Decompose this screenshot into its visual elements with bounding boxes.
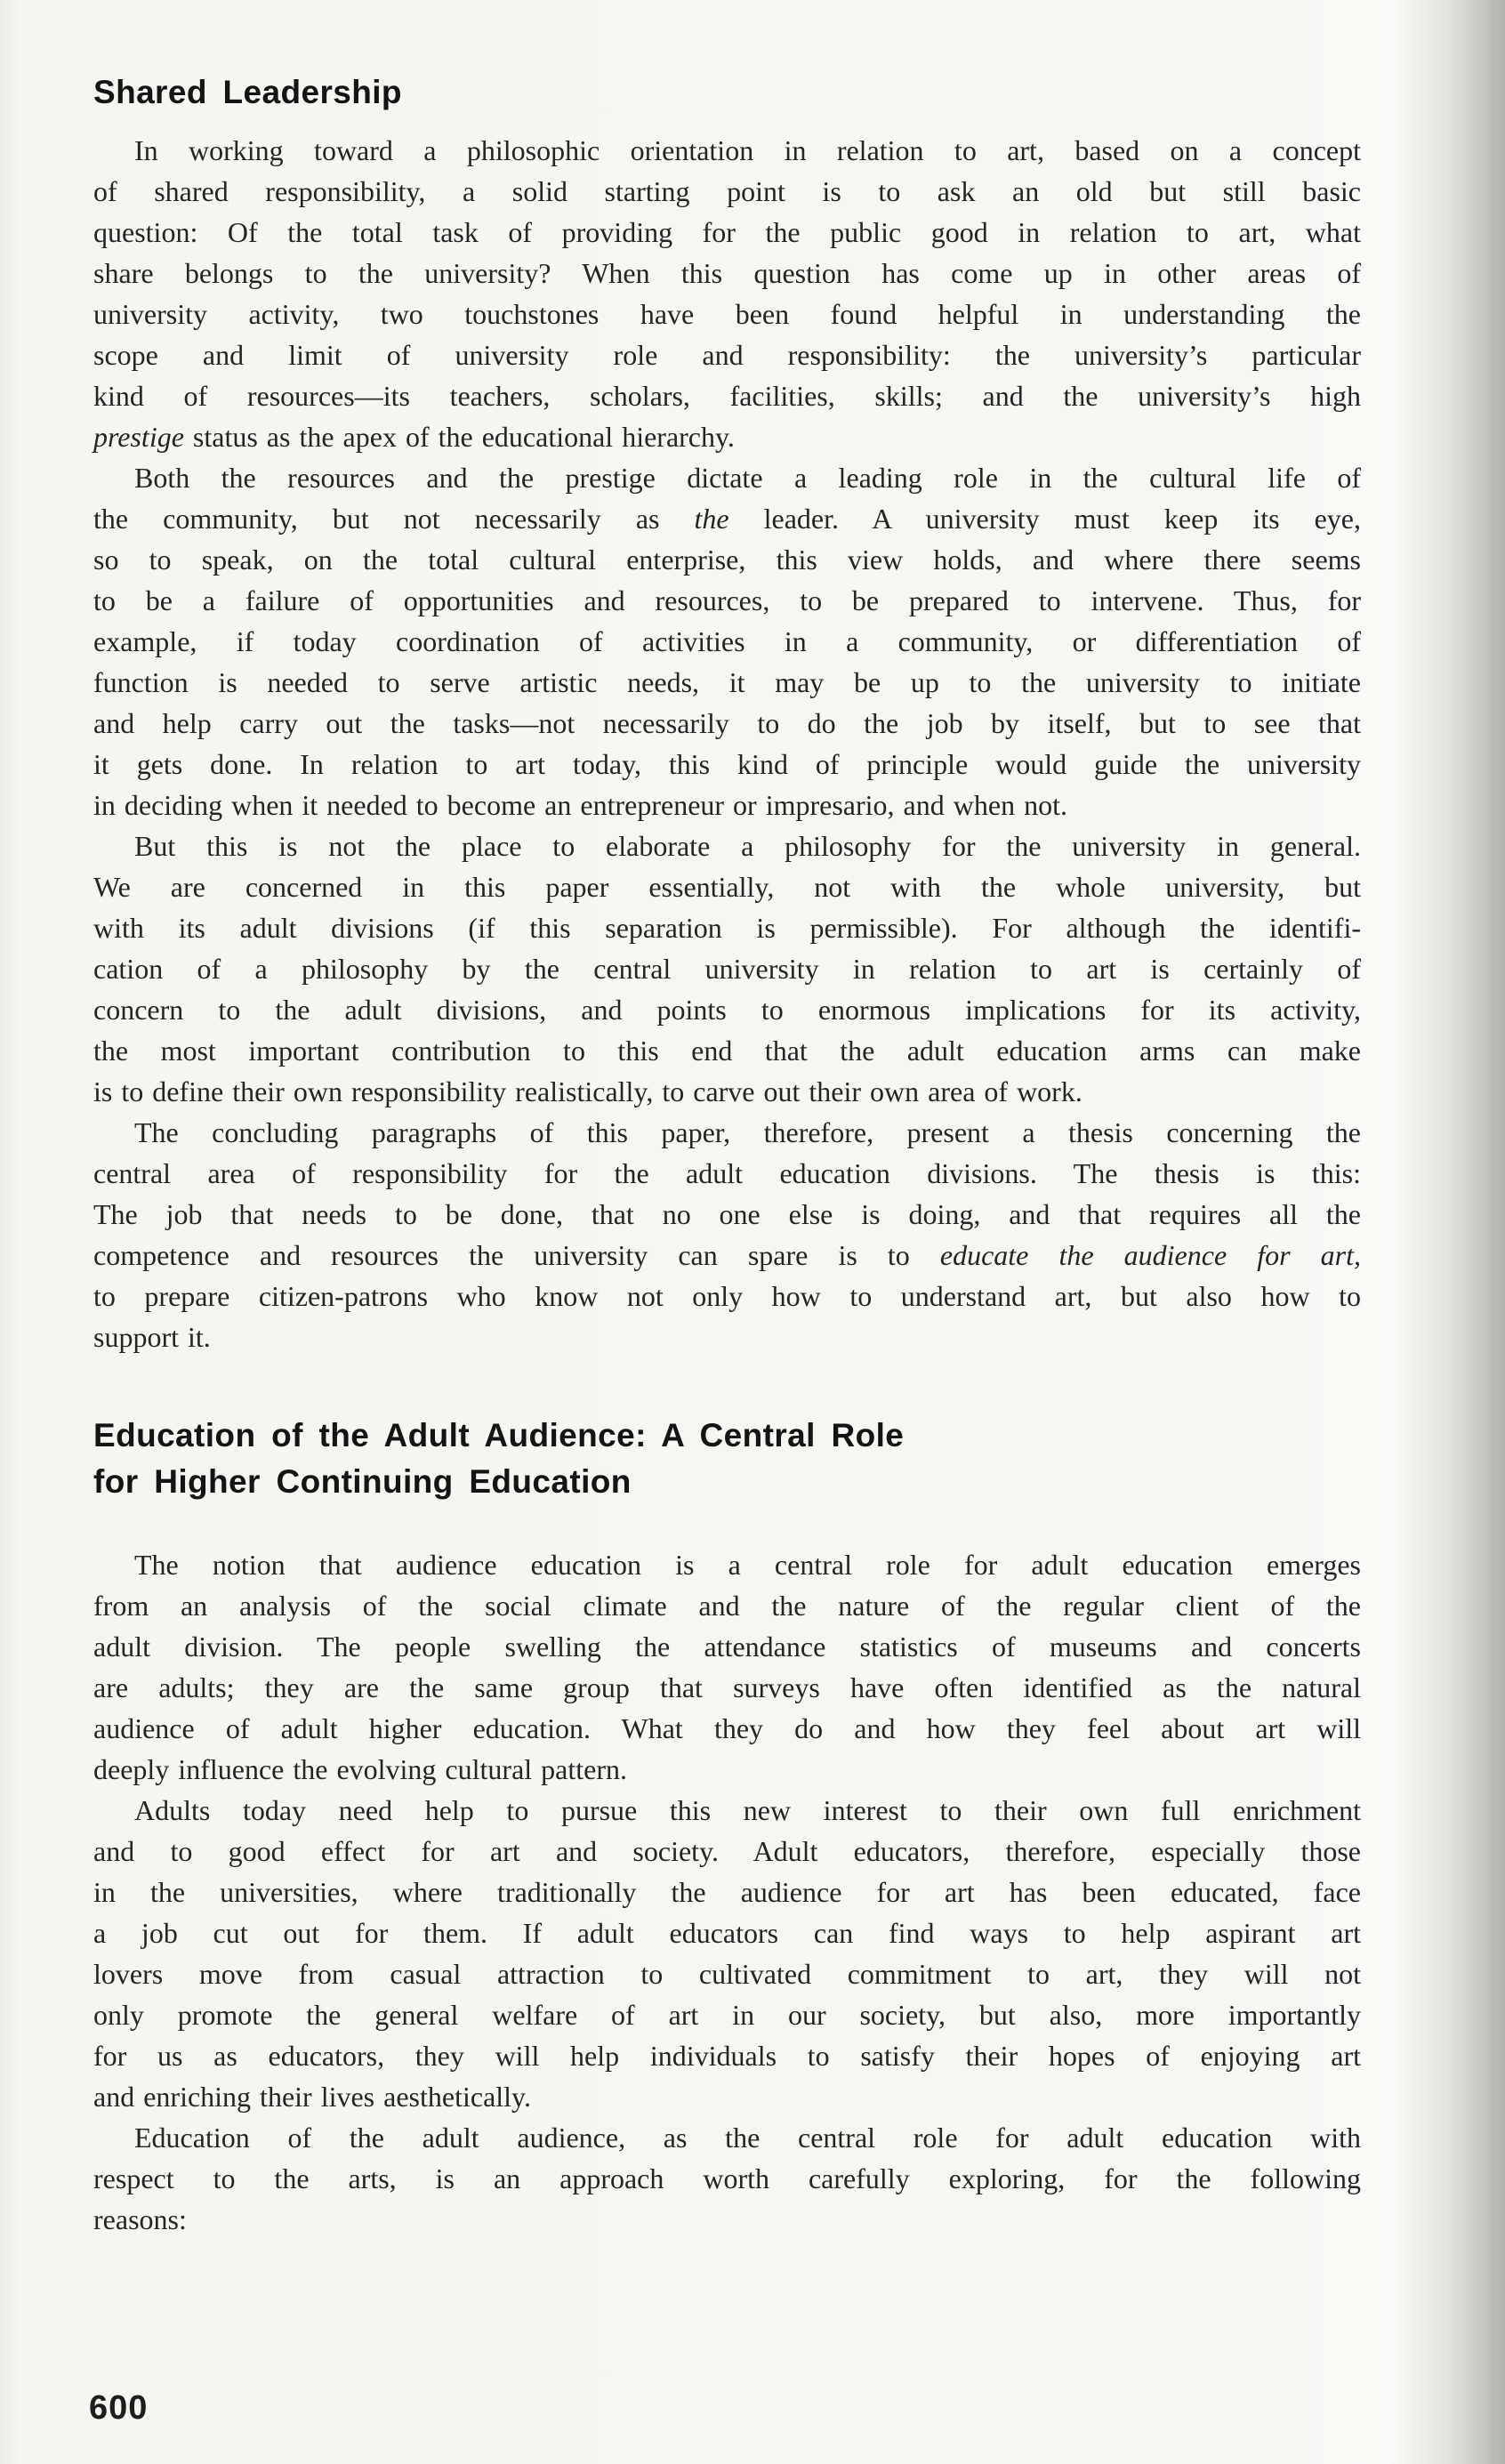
text-line: Education of the adult audience, as the central role for adult education with (134, 2122, 1361, 2154)
heading-line: Education of the Adult Audience: A Central Role (93, 1417, 905, 1453)
text-line: question: Of the total task of providing for the public good in relation to art, what (93, 216, 1361, 248)
scan-gutter-shadow (1398, 0, 1505, 2464)
text-line: lovers move from casual attraction to cultivated commitment to art, they will not (93, 1958, 1361, 1990)
text-line: for us as educators, they will help individuals to satisfy their hopes of enjoying art (93, 2040, 1361, 2072)
text-line: and enriching their lives aesthetically. (93, 2081, 531, 2113)
page-content (93, 69, 1361, 2240)
section-heading (93, 1413, 1361, 1505)
text-line: competence and resources the university can spare is to educate the audience for art, (93, 1239, 1362, 1271)
body-paragraph (93, 1544, 1361, 1790)
text-line: concern to the adult divisions, and points to enormous implications for its activity, (93, 994, 1361, 1026)
text-line: The job that needs to be done, that no one else is doing, and that requires all the (93, 1198, 1361, 1230)
text-line: and help carry out the tasks—not necessarily to do the job by itself, but to see that (93, 707, 1361, 739)
text-line: the most important contribution to this end that the adult education arms can make (93, 1035, 1361, 1067)
body-paragraph (93, 457, 1361, 825)
text-line: Adults today need help to pursue this new interest to their own full enrichment (134, 1794, 1361, 1826)
text-line: reasons: (93, 2203, 187, 2235)
text-line: The notion that audience education is a central role for adult education emerges (134, 1549, 1361, 1581)
text-line: so to speak, on the total cultural enterprise, this view holds, and where there seems (93, 544, 1361, 576)
text-line: only promote the general welfare of art in our society, but also, more importantly (93, 1999, 1361, 2031)
text-line: scope and limit of university role and responsibility: the university’s particular (93, 339, 1361, 371)
text-line: of shared responsibility, a solid starting point is to ask an old but still basic (93, 175, 1361, 207)
text-line: adult division. The people swelling the attendance statistics of museums and concerts (93, 1631, 1361, 1663)
text-line: function is needed to serve artistic needs, it may be up to the university to initiate (93, 666, 1361, 698)
text-line: deeply influence the evolving cultural pattern. (93, 1753, 627, 1785)
text-line: We are concerned in this paper essentially, not with the whole university, but (93, 871, 1361, 903)
body-paragraph (93, 1112, 1361, 1357)
text-line: Both the resources and the prestige dictate a leading role in the cultural life of (134, 462, 1361, 494)
text-line: a job cut out for them. If adult educators can find ways to help aspirant art (93, 1917, 1361, 1949)
text-line: The concluding paragraphs of this paper, therefore, present a thesis concerning the (134, 1116, 1361, 1148)
heading-line: for Higher Continuing Education (93, 1463, 632, 1500)
body-paragraph (93, 1790, 1361, 2117)
body-paragraph (93, 130, 1361, 457)
text-line: to be a failure of opportunities and resources, to be prepared to intervene. Thus, for (93, 584, 1361, 616)
text-line: example, if today coordination of activities in a community, or differentiation of (93, 625, 1361, 657)
body-paragraph (93, 825, 1361, 1112)
text-line: kind of resources—its teachers, scholars, facilities, skills; and the university’s high (93, 380, 1361, 412)
text-line: university activity, two touchstones have been found helpful in understanding the (93, 298, 1361, 330)
text-line: and to good effect for art and society. Adult educators, therefore, especially those (93, 1835, 1361, 1867)
text-line: audience of adult higher education. What they do and how they feel about art will (93, 1712, 1361, 1744)
text-line: is to define their own responsibility realistically, to carve out their own area of work. (93, 1075, 1082, 1107)
text-line: the community, but not necessarily as the leader. A university must keep its eye, (93, 503, 1362, 535)
text-line: are adults; they are the same group that surveys have often identified as the natural (93, 1671, 1361, 1703)
text-line: prestige status as the apex of the educational hierarchy. (93, 421, 735, 453)
text-line: cation of a philosophy by the central university in relation to art is certainly of (93, 953, 1361, 985)
text-line: with its adult divisions (if this separation is permissible). For although the identifi- (93, 912, 1361, 944)
text-line: in deciding when it needed to become an entrepreneur or impresario, and when not. (93, 789, 1067, 821)
text-line: central area of responsibility for the adult education divisions. The thesis is this: (93, 1157, 1361, 1189)
text-line: In working toward a philosophic orientation in relation to art, based on a concept (134, 134, 1361, 166)
body-paragraph (93, 2117, 1361, 2240)
text-line: respect to the arts, is an approach worth carefully exploring, for the following (93, 2162, 1361, 2194)
text-line: support it. (93, 1321, 211, 1353)
heading-line: Shared Leadership (93, 74, 402, 110)
text-line: it gets done. In relation to art today, this kind of principle would guide the university (93, 748, 1361, 780)
text-line: in the universities, where traditionally the audience for art has been educated, face (93, 1876, 1361, 1908)
text-line: But this is not the place to elaborate a philosophy for the university in general. (134, 830, 1361, 862)
text-line: from an analysis of the social climate and the nature of the regular client of the (93, 1590, 1361, 1622)
section-heading (93, 69, 1361, 116)
text-line: share belongs to the university? When this question has come up in other areas of (93, 257, 1361, 289)
page-number: 600 (89, 2389, 149, 2427)
text-line: to prepare citizen-patrons who know not only how to understand art, but also how to (93, 1280, 1361, 1312)
